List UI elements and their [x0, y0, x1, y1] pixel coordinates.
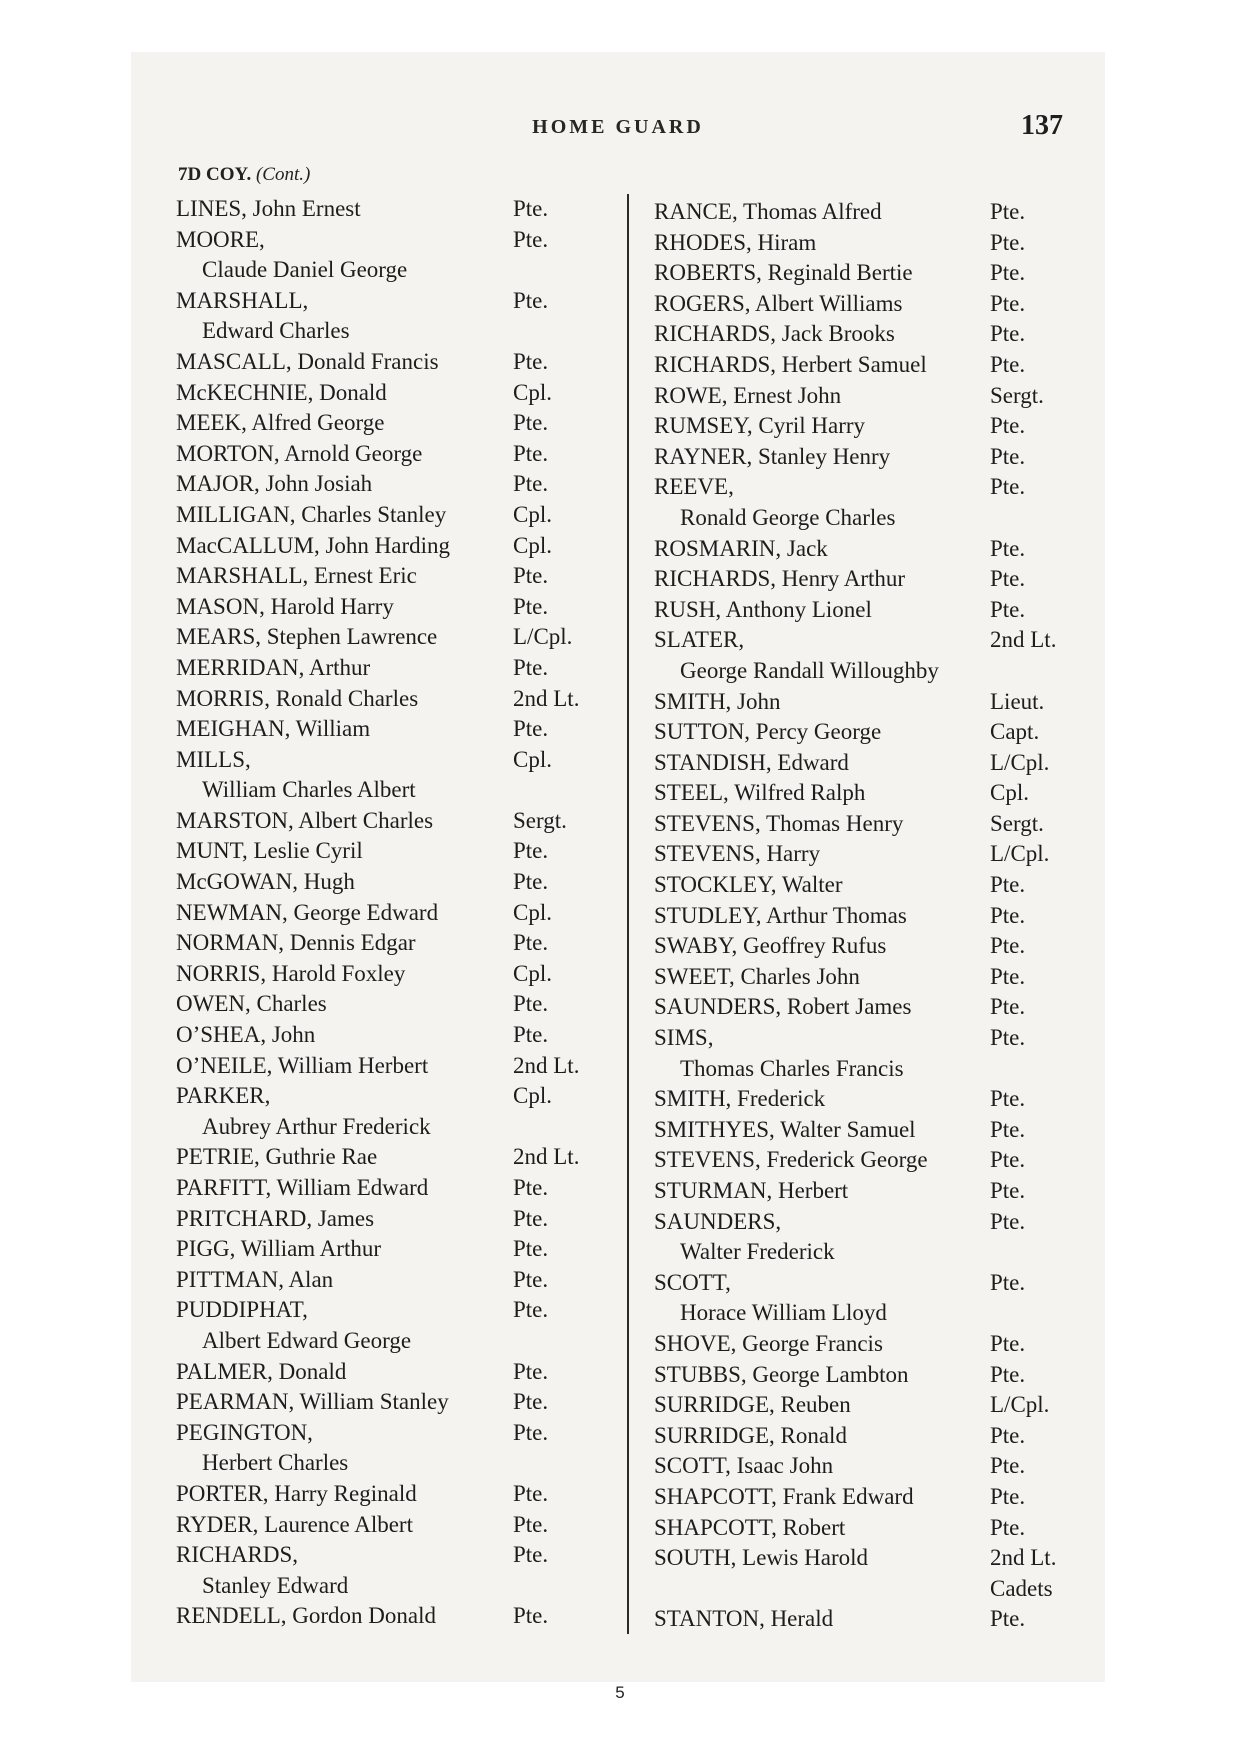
entry-name: MARSHALL, — [176, 287, 309, 313]
entry-rank: 2nd Lt. — [513, 1144, 580, 1170]
roster-entry — [176, 531, 626, 562]
footer-page-number: 5 — [615, 1683, 625, 1702]
entry-rank: Cpl. — [513, 379, 552, 405]
entry-rank: Pte. — [990, 994, 1026, 1020]
entry-rank: Pte. — [990, 229, 1026, 255]
entry-name: STEVENS, Harry — [654, 841, 821, 867]
entry-rank: Pte. — [990, 1025, 1026, 1051]
entry-rank: Pte. — [990, 1606, 1026, 1632]
entry-name: PORTER, Harry Reginald — [176, 1480, 417, 1506]
roster-entry — [176, 1204, 626, 1235]
entry-name: STUBBS, George Lambton — [654, 1361, 909, 1387]
roster-entry — [176, 255, 626, 286]
entry-name: STURMAN, Herbert — [654, 1178, 849, 1203]
roster-entry — [176, 408, 626, 439]
entry-name: MARSTON, Albert Charles — [176, 807, 434, 833]
entry-name: SUTTON, Percy George — [654, 719, 882, 745]
entry-rank: Pte. — [990, 1514, 1026, 1540]
entry-name: RHODES, Hiram — [654, 229, 817, 255]
entry-rank: Pte. — [990, 199, 1026, 224]
roster-entry — [176, 378, 626, 409]
entry-name: RUSH, Anthony Lionel — [654, 596, 872, 622]
roster-entry — [654, 839, 1094, 870]
entry-rank: Pte. — [990, 902, 1026, 928]
entry-rank: Cpl. — [513, 899, 552, 925]
entry-name: MORTON, Arnold George — [176, 440, 423, 466]
entry-name: MERRIDAN, Arthur — [176, 654, 371, 680]
entry-name: Edward Charles — [202, 318, 350, 344]
entry-rank: Cpl. — [513, 501, 552, 527]
entry-rank: Pte. — [513, 1236, 549, 1262]
entry-name: NORRIS, Harold Foxley — [176, 960, 406, 986]
roster-entry — [176, 745, 626, 776]
entry-rank: Pte. — [990, 1422, 1026, 1448]
entry-rank: Pte. — [990, 474, 1026, 500]
entry-rank: Sergt. — [513, 807, 567, 833]
entry-rank: Pte. — [513, 1603, 549, 1629]
entry-name: O’NEILE, William Herbert — [176, 1052, 429, 1078]
roster-entry — [176, 867, 626, 898]
entry-name: SWABY, Geoffrey Rufus — [654, 933, 887, 959]
roster-entry — [176, 1601, 626, 1632]
entry-rank: Pte. — [513, 991, 549, 1017]
entry-name: SIMS, — [654, 1025, 714, 1051]
roster-entry — [176, 1510, 626, 1541]
entry-rank: Pte. — [990, 260, 1026, 286]
entry-name: RICHARDS, — [176, 1542, 299, 1568]
entry-rank: Cpl. — [513, 532, 552, 558]
column-divider — [627, 194, 629, 1634]
roster-entry — [176, 1540, 626, 1571]
roster-entry — [654, 1298, 1094, 1329]
page-number: 137 — [1021, 110, 1063, 141]
roster-entry — [176, 561, 626, 592]
roster-entry — [654, 442, 1094, 473]
roster-entry — [176, 1448, 626, 1479]
entry-rank: L/Cpl. — [513, 624, 573, 650]
roster-entry — [654, 992, 1094, 1023]
entry-name: RYDER, Laurence Albert — [176, 1511, 413, 1537]
entry-name: SMITH, Frederick — [654, 1086, 826, 1112]
entry-name: PUDDIPHAT, — [176, 1297, 308, 1323]
entry-rank: Pte. — [990, 1483, 1026, 1509]
entry-rank: Pte. — [513, 1511, 549, 1537]
right-column-list — [654, 197, 1094, 1635]
entry-rank: Pte. — [513, 1297, 549, 1323]
roster-entry — [654, 289, 1094, 320]
entry-name: MOORE, — [176, 226, 265, 252]
entry-rank: Pte. — [990, 290, 1026, 316]
entry-name: Stanley Edward — [202, 1572, 349, 1598]
entry-name: PEGINGTON, — [176, 1419, 313, 1445]
entry-name: SCOTT, — [654, 1269, 731, 1295]
entry-name: MEEK, Alfred George — [176, 410, 385, 436]
entry-name: Thomas Charles Francis — [680, 1055, 904, 1081]
entry-name: SLATER, — [654, 627, 745, 653]
entry-name: MEIGHAN, William — [176, 716, 371, 742]
entry-name: NORMAN, Dennis Edgar — [176, 930, 416, 956]
roster-entry — [654, 534, 1094, 565]
roster-entry — [176, 194, 626, 225]
roster-entry — [654, 870, 1094, 901]
entry-name: STUDLEY, Arthur Thomas — [654, 902, 907, 928]
entry-name: STEEL, Wilfred Ralph — [654, 780, 866, 806]
entry-rank: Cpl. — [513, 1083, 552, 1109]
roster-entry — [176, 959, 626, 990]
roster-entry — [176, 592, 626, 623]
entry-rank: Pte. — [990, 596, 1026, 622]
roster-entry — [176, 898, 626, 929]
entry-rank: Pte. — [513, 1389, 549, 1415]
entry-name: RUMSEY, Cyril Harry — [654, 413, 866, 439]
roster-entry — [654, 1023, 1094, 1054]
entry-name: SMITHYES, Walter Samuel — [654, 1116, 916, 1142]
roster-entry — [654, 717, 1094, 748]
entry-rank: L/Cpl. — [990, 841, 1050, 867]
entry-rank: Cpl. — [513, 960, 552, 986]
entry-rank: Pte. — [513, 226, 549, 252]
roster-entry — [654, 1268, 1094, 1299]
entry-rank: L/Cpl. — [990, 1392, 1050, 1418]
entry-name: RAYNER, Stanley Henry — [654, 443, 891, 469]
entry-name: RANCE, Thomas Alfred — [654, 199, 882, 224]
roster-entry — [176, 836, 626, 867]
entry-name: Ronald George Charles — [680, 504, 896, 530]
entry-name: George Randall Willoughby — [680, 657, 939, 683]
roster-entry — [176, 1387, 626, 1418]
roster-entry — [176, 316, 626, 347]
roster-entry — [176, 1357, 626, 1388]
roster-entry — [654, 778, 1094, 809]
entry-name: MEARS, Stephen Lawrence — [176, 624, 438, 650]
entry-name: MILLIGAN, Charles Stanley — [176, 501, 447, 527]
roster-entry — [176, 1142, 626, 1173]
entry-name: SAUNDERS, Robert James — [654, 994, 912, 1020]
roster-entry — [654, 564, 1094, 595]
entry-name: STANTON, Herald — [654, 1606, 834, 1632]
entry-name: STANDISH, Edward — [654, 749, 849, 775]
entry-name: O’SHEA, John — [176, 1022, 316, 1048]
entry-rank: Pte. — [513, 716, 549, 742]
roster-entry — [654, 1145, 1094, 1176]
entry-rank: Pte. — [990, 1361, 1026, 1387]
roster-entry — [654, 1329, 1094, 1360]
entry-name: RENDELL, Gordon Donald — [176, 1603, 436, 1629]
entry-name: Claude Daniel George — [202, 257, 408, 283]
left-column-list — [176, 194, 626, 1632]
entry-name: REEVE, — [654, 474, 734, 500]
roster-entry — [654, 1084, 1094, 1115]
roster-entry — [654, 1176, 1094, 1207]
entry-name: PIGG, William Arthur — [176, 1236, 382, 1262]
roster-entry — [654, 931, 1094, 962]
roster-entry — [176, 1020, 626, 1051]
roster-entry — [176, 1081, 626, 1112]
entry-rank: Pte. — [990, 1116, 1026, 1142]
entry-rank: Pte. — [513, 471, 549, 497]
roster-entry — [654, 1390, 1094, 1421]
roster-entry — [654, 1513, 1094, 1544]
roster-entry — [654, 319, 1094, 350]
entry-rank: Pte. — [990, 1269, 1026, 1295]
entry-rank: Pte. — [513, 1480, 549, 1506]
entry-name: PEARMAN, William Stanley — [176, 1389, 449, 1415]
roster-entry — [654, 1207, 1094, 1238]
entry-rank: Pte. — [513, 1175, 549, 1200]
entry-name: MORRIS, Ronald Charles — [176, 685, 419, 711]
entry-rank: Pte. — [513, 1358, 549, 1384]
entry-rank: Sergt. — [990, 382, 1044, 408]
entry-rank: Pte. — [513, 410, 549, 436]
entry-name: RICHARDS, Henry Arthur — [654, 566, 906, 592]
entry-name: SHOVE, George Francis — [654, 1330, 883, 1356]
roster-entry — [176, 622, 626, 653]
entry-name: OWEN, Charles — [176, 991, 327, 1017]
entry-name: Horace William Lloyd — [680, 1300, 887, 1326]
entry-name: Albert Edward George — [202, 1327, 412, 1353]
entry-rank: Pte. — [513, 563, 549, 589]
entry-name: SURRIDGE, Reuben — [654, 1392, 851, 1418]
roster-entry — [176, 347, 626, 378]
entry-rank: Pte. — [990, 872, 1026, 898]
entry-rank: Pte. — [990, 1453, 1026, 1479]
entry-rank: L/Cpl. — [990, 749, 1050, 775]
entry-name: MARSHALL, Ernest Eric — [176, 563, 417, 589]
roster-entry — [654, 472, 1094, 503]
roster-entry — [176, 714, 626, 745]
entry-rank: Pte. — [513, 196, 549, 221]
entry-rank: Pte. — [990, 535, 1026, 561]
entry-rank: Pte. — [513, 593, 549, 619]
roster-entry — [654, 656, 1094, 687]
entry-name: MASCALL, Donald Francis — [176, 348, 439, 374]
entry-rank: Pte. — [990, 1147, 1026, 1173]
entry-name: RICHARDS, Jack Brooks — [654, 321, 895, 347]
entry-rank: Pte. — [513, 1542, 549, 1568]
entry-name: SHAPCOTT, Robert — [654, 1514, 846, 1540]
entry-rank: Pte. — [990, 413, 1026, 439]
entry-name: ROBERTS, Reginald Bertie — [654, 260, 913, 286]
roster-entry — [654, 1543, 1094, 1574]
entry-rank: Pte. — [990, 933, 1026, 959]
entry-name: LINES, John Ernest — [176, 196, 361, 221]
entry-name: RICHARDS, Herbert Samuel — [654, 351, 927, 377]
roster-entry — [654, 1360, 1094, 1391]
entry-name: ROGERS, Albert Williams — [654, 290, 903, 316]
entry-name: PARKER, — [176, 1083, 271, 1109]
roster-entry — [654, 1421, 1094, 1452]
entry-rank: Pte. — [513, 869, 549, 895]
roster-entry — [654, 962, 1094, 993]
entry-rank: Pte. — [990, 566, 1026, 592]
roster-entry — [654, 197, 1094, 228]
section-heading — [178, 164, 310, 186]
entry-rank: Pte. — [990, 1086, 1026, 1112]
entry-rank: Pte. — [513, 838, 549, 864]
entry-name: MUNT, Leslie Cyril — [176, 838, 363, 864]
roster-entry — [176, 439, 626, 470]
entry-rank: Pte. — [990, 1178, 1026, 1203]
entry-rank: Cpl. — [513, 746, 552, 772]
entry-rank: 2nd Lt. — [513, 685, 580, 711]
roster-entry — [176, 1051, 626, 1082]
entry-rank: Pte. — [513, 1205, 549, 1231]
roster-entry — [176, 1571, 626, 1602]
entry-name: PALMER, Donald — [176, 1358, 347, 1384]
entry-rank: Cadets — [990, 1575, 1053, 1601]
roster-entry — [176, 1234, 626, 1265]
entry-name: SURRIDGE, Ronald — [654, 1422, 847, 1448]
roster-entry — [176, 684, 626, 715]
entry-rank: 2nd Lt. — [990, 627, 1057, 653]
roster-entry — [176, 928, 626, 959]
entry-rank: Pte. — [990, 351, 1026, 377]
entry-name: Aubrey Arthur Frederick — [202, 1113, 431, 1139]
entry-rank: Pte. — [990, 963, 1026, 989]
entry-rank: 2nd Lt. — [990, 1545, 1057, 1571]
entry-name: SAUNDERS, — [654, 1208, 782, 1234]
roster-entry — [176, 1265, 626, 1296]
roster-entry — [654, 1574, 1094, 1605]
entry-rank: Pte. — [990, 443, 1026, 469]
roster-entry — [654, 901, 1094, 932]
roster-entry — [654, 809, 1094, 840]
entry-rank: Pte. — [513, 348, 549, 374]
roster-entry — [654, 1604, 1094, 1635]
roster-entry — [176, 1173, 626, 1204]
roster-entry — [654, 503, 1094, 534]
entry-rank: Pte. — [990, 321, 1026, 347]
roster-entry — [176, 1112, 626, 1143]
entry-name: SOUTH, Lewis Harold — [654, 1545, 868, 1571]
entry-rank: Sergt. — [990, 810, 1044, 836]
scanned-page — [131, 52, 1105, 1682]
roster-entry — [176, 1418, 626, 1449]
roster-entry — [176, 286, 626, 317]
entry-name: MILLS, — [176, 746, 251, 772]
entry-rank: Capt. — [990, 719, 1040, 745]
entry-name: PARFITT, William Edward — [176, 1175, 429, 1200]
roster-entry — [654, 595, 1094, 626]
roster-entry — [176, 1479, 626, 1510]
entry-rank: Pte. — [513, 654, 549, 680]
roster-entry — [654, 748, 1094, 779]
entry-name: SMITH, John — [654, 688, 781, 714]
running-head: HOME GUARD — [532, 116, 704, 138]
roster-entry — [654, 1237, 1094, 1268]
roster-entry — [176, 469, 626, 500]
entry-name: ROWE, Ernest John — [654, 382, 842, 408]
roster-entry — [176, 775, 626, 806]
entry-name: SWEET, Charles John — [654, 963, 860, 989]
roster-entry — [654, 258, 1094, 289]
roster-entry — [654, 381, 1094, 412]
entry-rank: Cpl. — [990, 780, 1029, 806]
roster-entry — [176, 225, 626, 256]
entry-name: Herbert Charles — [202, 1450, 349, 1476]
roster-entry — [654, 1115, 1094, 1146]
entry-rank: Pte. — [513, 930, 549, 956]
roster-entry — [654, 411, 1094, 442]
section-cont: (Cont.) — [255, 164, 311, 185]
entry-name: PETRIE, Guthrie Rae — [176, 1144, 378, 1170]
entry-name: SHAPCOTT, Frank Edward — [654, 1483, 914, 1509]
roster-entry — [176, 653, 626, 684]
entry-name: MAJOR, John Josiah — [176, 471, 373, 497]
roster-entry — [654, 625, 1094, 656]
entry-name: STEVENS, Thomas Henry — [654, 810, 904, 836]
entry-name: William Charles Albert — [202, 777, 416, 803]
roster-entry — [176, 1295, 626, 1326]
roster-entry — [654, 1482, 1094, 1513]
entry-name: PITTMAN, Alan — [176, 1266, 334, 1292]
entry-name: ROSMARIN, Jack — [654, 535, 828, 561]
entry-name: PRITCHARD, James — [176, 1205, 375, 1231]
roster-entry — [176, 1326, 626, 1357]
entry-rank: Pte. — [513, 1022, 549, 1048]
entry-name: NEWMAN, George Edward — [176, 899, 439, 925]
entry-name: SCOTT, Isaac John — [654, 1453, 834, 1479]
entry-name: Walter Frederick — [680, 1239, 835, 1265]
entry-name: STOCKLEY, Walter — [654, 872, 843, 898]
section-title: 7D COY. — [178, 164, 252, 185]
entry-rank: Pte. — [990, 1208, 1026, 1234]
roster-entry — [654, 350, 1094, 381]
entry-name: STEVENS, Frederick George — [654, 1147, 928, 1173]
roster-entry — [176, 806, 626, 837]
entry-rank: Pte. — [513, 1419, 549, 1445]
roster-entry — [176, 500, 626, 531]
entry-name: MacCALLUM, John Harding — [176, 532, 451, 558]
roster-entry — [176, 989, 626, 1020]
roster-entry — [654, 228, 1094, 259]
entry-rank: Pte. — [513, 287, 549, 313]
entry-rank: Pte. — [990, 1330, 1026, 1356]
entry-name: McGOWAN, Hugh — [176, 869, 355, 895]
roster-entry — [654, 687, 1094, 718]
entry-rank: 2nd Lt. — [513, 1052, 580, 1078]
roster-entry — [654, 1451, 1094, 1482]
entry-rank: Lieut. — [990, 688, 1045, 714]
entry-name: MASON, Harold Harry — [176, 593, 394, 619]
roster-entry — [654, 1054, 1094, 1085]
entry-name: McKECHNIE, Donald — [176, 379, 387, 405]
entry-rank: Pte. — [513, 1266, 549, 1292]
entry-rank: Pte. — [513, 440, 549, 466]
